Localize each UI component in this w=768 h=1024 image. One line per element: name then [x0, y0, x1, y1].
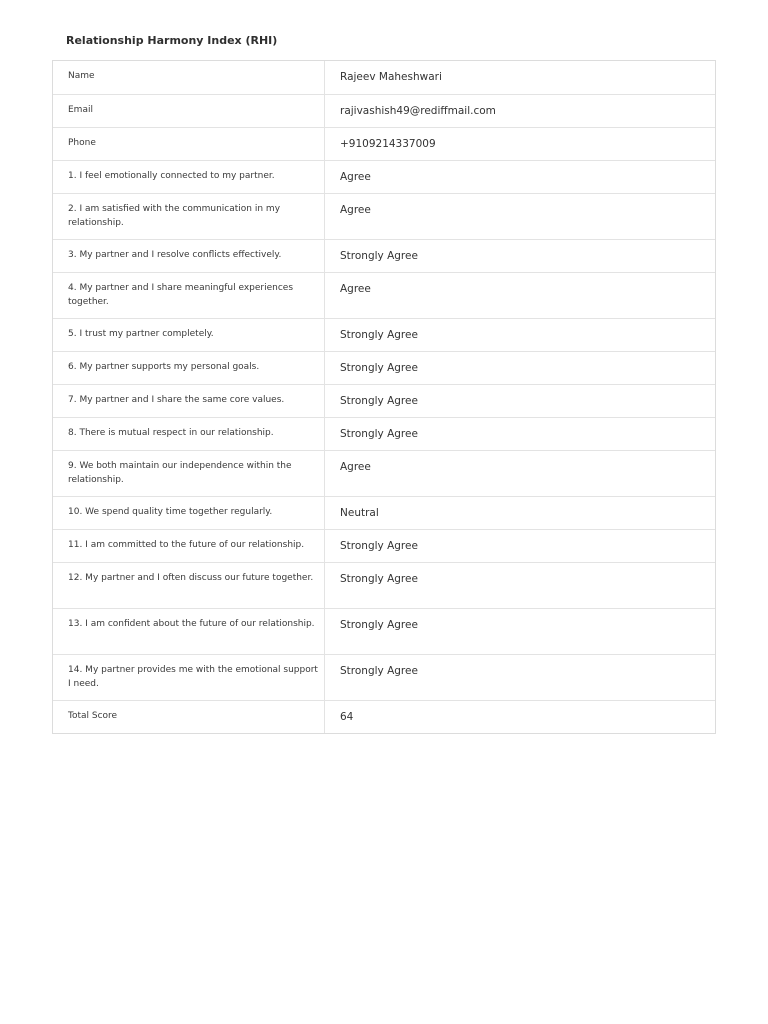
answer-value: Agree [340, 171, 371, 183]
field-value: Rajeev Maheshwari [340, 71, 442, 83]
question-label: 8. There is mutual respect in our relationship. [53, 418, 325, 450]
table-row-question [53, 318, 715, 351]
field-value: rajivashish49@rediffmail.com [340, 105, 496, 117]
question-label: 13. I am confident about the future of our relationship. [53, 609, 325, 654]
answer-value: Agree [340, 461, 371, 473]
question-label: 6. My partner supports my personal goals. [53, 352, 325, 384]
question-label: 1. I feel emotionally connected to my partner. [53, 161, 325, 193]
table-row-question [53, 384, 715, 417]
field-label: Phone [53, 128, 325, 160]
question-label: 2. I am satisfied with the communication in my relationship. [53, 194, 325, 239]
response-table [52, 60, 716, 734]
table-row-question [53, 272, 715, 318]
table-row-email [53, 94, 715, 127]
field-label: Name [53, 61, 325, 94]
table-row-question [53, 496, 715, 529]
table-row-question [53, 529, 715, 562]
table-row-question [53, 160, 715, 193]
table-row-question [53, 562, 715, 608]
question-label: 7. My partner and I share the same core values. [53, 385, 325, 417]
answer-value: Strongly Agree [340, 362, 418, 374]
answer-value: Strongly Agree [340, 540, 418, 552]
answer-value: Strongly Agree [340, 573, 418, 585]
question-label: 9. We both maintain our independence within the relationship. [53, 451, 325, 496]
field-value: +9109214337009 [340, 138, 436, 150]
table-row-question [53, 417, 715, 450]
table-row-question [53, 239, 715, 272]
table-row-question [53, 450, 715, 496]
question-label: 3. My partner and I resolve conflicts effectively. [53, 240, 325, 272]
answer-value: Strongly Agree [340, 619, 418, 631]
answer-value: Strongly Agree [340, 329, 418, 341]
table-row-name [53, 61, 715, 94]
table-row-question [53, 351, 715, 384]
table-row-question [53, 608, 715, 654]
answer-value: Strongly Agree [340, 250, 418, 262]
page-title: Relationship Harmony Index (RHI) [66, 34, 278, 47]
table-row-phone [53, 127, 715, 160]
answer-value: Strongly Agree [340, 665, 418, 677]
total-score-value: 64 [340, 711, 354, 723]
total-score-label: Total Score [53, 701, 325, 733]
table-row-total-score [53, 700, 715, 733]
question-label: 11. I am committed to the future of our relationship. [53, 530, 325, 562]
answer-value: Strongly Agree [340, 428, 418, 440]
question-label: 5. I trust my partner completely. [53, 319, 325, 351]
answer-value: Agree [340, 204, 371, 216]
question-label: 12. My partner and I often discuss our future together. [53, 563, 325, 608]
field-label: Email [53, 95, 325, 127]
table-row-question [53, 654, 715, 700]
question-label: 10. We spend quality time together regularly. [53, 497, 325, 529]
table-row-question [53, 193, 715, 239]
answer-value: Neutral [340, 507, 379, 519]
question-label: 4. My partner and I share meaningful experiences together. [53, 273, 325, 318]
answer-value: Strongly Agree [340, 395, 418, 407]
question-label: 14. My partner provides me with the emotional support I need. [53, 655, 325, 700]
answer-value: Agree [340, 283, 371, 295]
